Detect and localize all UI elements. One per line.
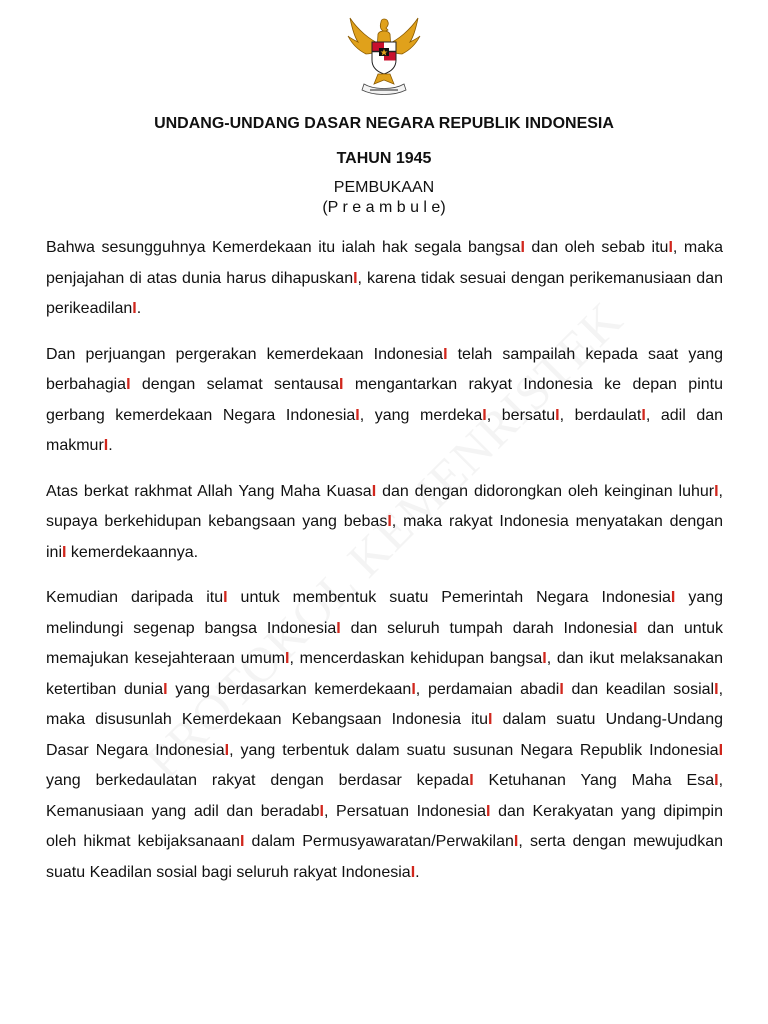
red-marker: I	[336, 619, 341, 637]
red-marker: I	[411, 680, 416, 698]
red-marker: I	[223, 589, 228, 606]
red-marker: I	[714, 772, 719, 789]
red-marker: I	[319, 802, 324, 820]
red-marker: I	[443, 345, 448, 363]
preamble-paragraph: Dan perjuangan pergerakan kemerdekaan IndonesiaI telah sampailah kepada saat yang berbahagiaI dengan selamat sentausaI mengantarkan rakyat Indonesia ke depan pintu gerbang kemerdekaan Negara IndonesiaI, yang merdekaI, bersatuI, berdaulatI, adil dan makmurI.	[46, 345, 724, 454]
red-marker: I	[371, 482, 377, 500]
red-marker: I	[163, 680, 168, 698]
preamble-paragraph: Bahwa sesungguhnya Kemerdekaan itu ialah hak segala bangsaI dan oleh sebab ituI, maka penjajahan di atas dunia harus dihapuskanI, karena tidak sesuai dengan perikemanusiaan dan perikeadilanI.	[46, 239, 724, 317]
red-marker: I	[387, 513, 392, 530]
red-marker: I	[714, 482, 719, 500]
document-title: UNDANG-UNDANG DASAR NEGARA REPUBLIK INDONESIA	[154, 115, 614, 132]
red-marker: I	[668, 239, 673, 256]
red-marker: I	[559, 680, 564, 698]
red-marker: I	[555, 406, 560, 424]
red-marker: I	[632, 619, 638, 637]
red-marker: I	[224, 741, 230, 759]
red-marker: I	[486, 802, 491, 820]
document-year: TAHUN 1945	[336, 150, 432, 167]
preamble-paragraph: Atas berkat rakhmat Allah Yang Maha KuasaI dan dengan didorongkan oleh keinginan luhurI, supaya berkehidupan kebangsaan yang bebasI, maka rakyat Indonesia menyatakan dengan iniI kemerdekaannya.	[46, 482, 724, 561]
red-marker: I	[62, 543, 67, 561]
garuda-pancasila-emblem	[344, 14, 424, 98]
section-subheading: (P r e a m b u l e)	[322, 199, 446, 216]
red-marker: I	[126, 376, 131, 393]
red-marker: I	[103, 437, 109, 454]
red-marker: I	[355, 406, 360, 424]
red-marker: I	[520, 239, 525, 256]
preamble-body	[46, 233, 723, 888]
red-marker: I	[410, 863, 416, 881]
red-marker: I	[469, 772, 474, 789]
red-marker: I	[239, 833, 245, 850]
red-marker: I	[670, 589, 676, 606]
head-shape	[380, 19, 388, 32]
preamble-paragraph: Kemudian daripada ituI untuk membentuk suatu Pemerintah Negara IndonesiaI yang melindungi segenap bangsa IndonesiaI dan seluruh tumpah darah IndonesiaI dan untuk memajukan kesejahteraan umumI, mencerdaskan kehidupan bangsaI, dan ikut melaksanakan ketertiban duniaI yang berdasarkan kemerdekaanI, perdamaian abadiI dan keadilan sosialI, maka disusunlah Kemerdekaan Kebangsaan Indonesia ituI dalam suatu Undang-Undang Dasar Negara IndonesiaI, yang terbentuk dalam suatu susunan Negara Republik IndonesiaI yang berkedaulatan rakyat dengan berdasar kepadaI Ketuhanan Yang Maha EsaI, Kemanusiaan yang adil dan beradabI, Persatuan IndonesiaI dan Kerakyatan yang dipimpin oleh hikmat kebijaksanaanI dalam Permusyawaratan/PerwakilanI, serta dengan mewujudkan suatu Keadilan sosial bagi seluruh rakyat IndonesiaI.	[46, 589, 724, 881]
red-marker: I	[482, 406, 487, 424]
red-marker: I	[718, 741, 724, 759]
red-marker: I	[641, 406, 646, 424]
red-marker: I	[353, 269, 358, 287]
section-heading: PEMBUKAAN	[333, 179, 435, 196]
red-marker: I	[285, 650, 290, 667]
red-marker: I	[488, 711, 493, 728]
red-marker: I	[513, 833, 519, 850]
red-marker: I	[714, 680, 719, 698]
red-marker: I	[339, 376, 344, 393]
red-marker: I	[542, 650, 547, 667]
red-marker: I	[132, 300, 137, 317]
tail-shape	[374, 74, 394, 84]
ribbon-shape	[362, 84, 406, 95]
